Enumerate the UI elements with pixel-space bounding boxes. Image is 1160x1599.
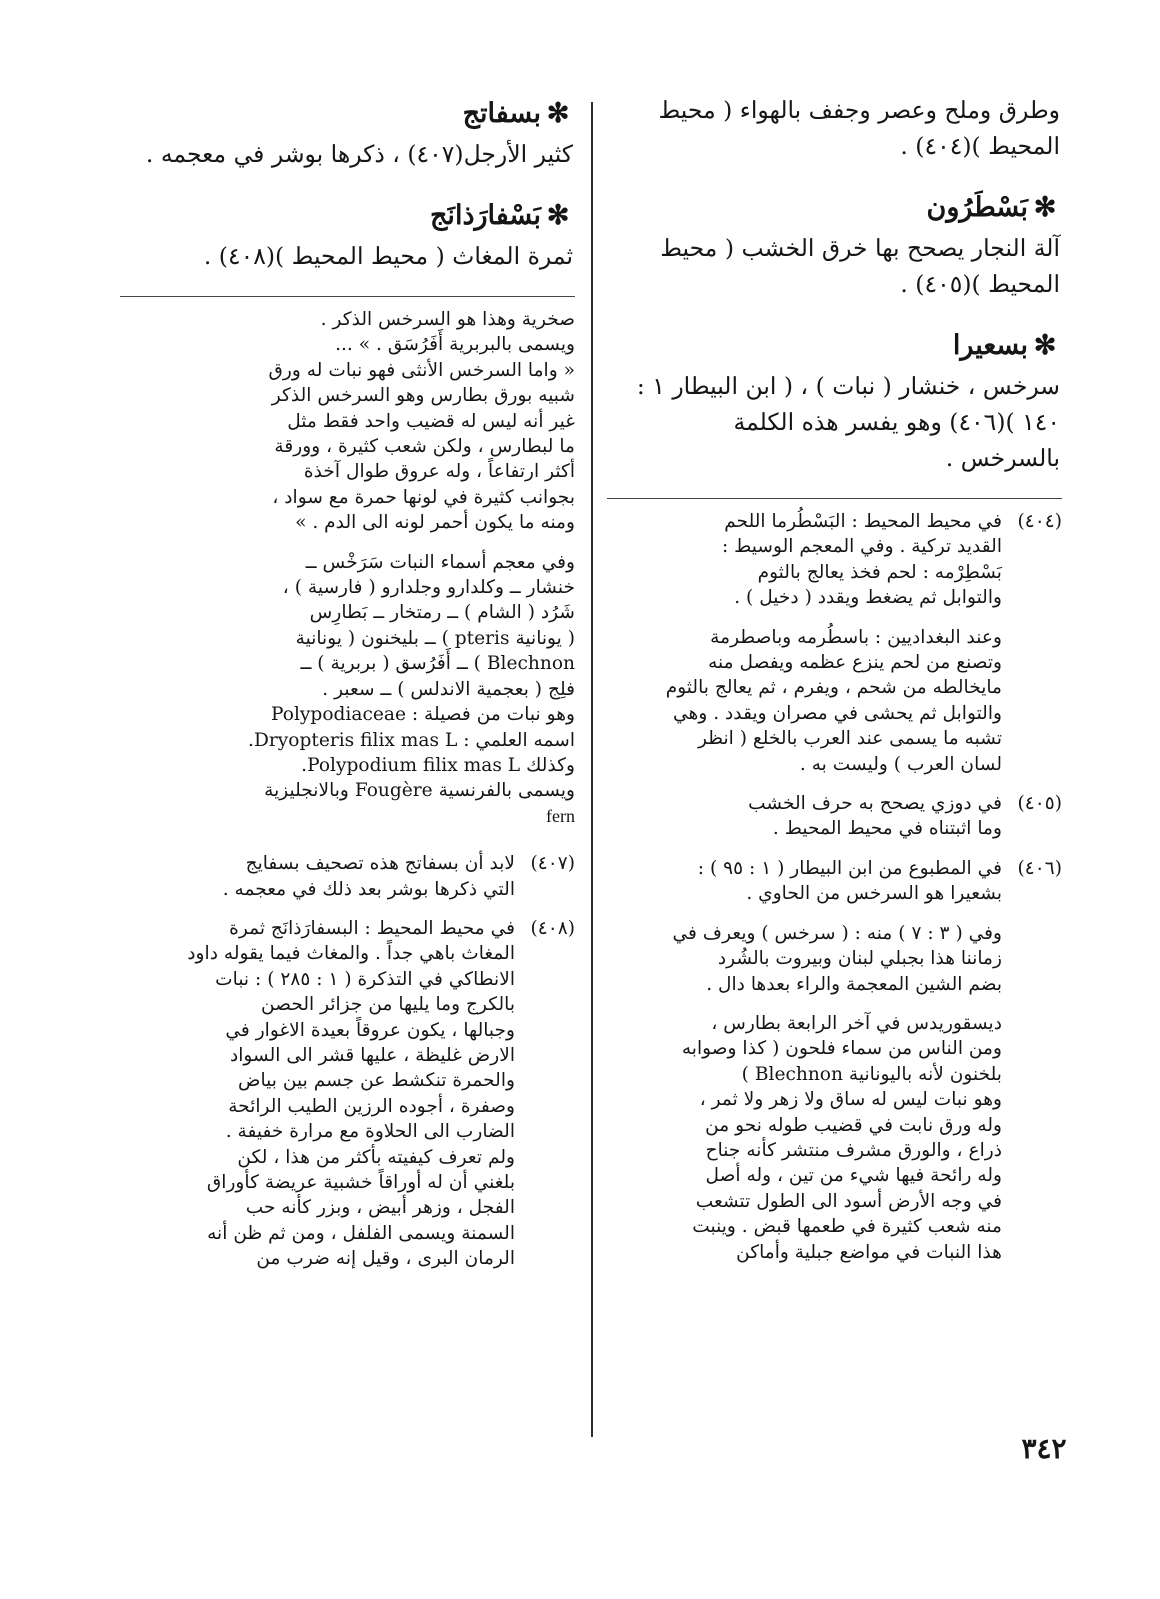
note-line: Blechnon ) ــ أَفَرُسق ( بربرية ) ــ (300, 653, 575, 675)
note-line: وكذلك Polypodium filix mas L. (301, 754, 575, 776)
entry-definition (607, 368, 1062, 476)
entry-definition (607, 92, 1062, 164)
note-line: fern (546, 805, 575, 826)
entry-headword: ✻بَسْطَرُون (607, 186, 1062, 230)
note-line: وفي ( ٣ : ٧ ) منه : ( سرخس ) ويعرف في (672, 922, 1002, 944)
note-line: والتوابل ثم يضغط ويقدد ( دخيل ) . (734, 587, 1002, 609)
left-column (120, 92, 575, 1286)
note-line: بلخنون لأنه باليونانية Blechnon ) (741, 1063, 1002, 1085)
note-line: وجبالها ، يكون عروقاً بعيدة الاغوار في (225, 1019, 515, 1041)
def-line: ١٤٠ )(٤٠٦) وهو يفسر هذه الكلمة (733, 408, 1060, 436)
note-line: فلِج ( بعجمية الاندلس ) ــ سعبر . (322, 678, 575, 700)
note-line: « واما السرخس الأنثى فهو نبات له ورق (268, 359, 575, 381)
note-line: ما لبطارس ، ولكن شعب كثيرة ، وورقة (274, 436, 575, 458)
note-line: القديد تركية . وفي المعجم الوسيط : (721, 536, 1002, 558)
note-line: الانطاكي في التذكرة ( ١ : ٢٨٥ ) : نبات (215, 968, 515, 990)
note-line: منه شعب كثيرة في طعمها قبض . وينبت (692, 1216, 1002, 1238)
note-line: خنشار ــ وكلدارو وجلدارو ( فارسية ) ، (282, 577, 575, 599)
entry-bastarun (607, 186, 1062, 302)
asterisk-icon: ✻ (546, 200, 570, 231)
entry-definition (607, 230, 1062, 302)
note-line: لابد أن بسفاتج هذه تصحيف بسفايج (245, 853, 515, 875)
note-line: في محيط المحيط : البسفارَذانَج ثمرة (229, 917, 515, 939)
note-line: ومنه ما يكون أحمر لونه الى الدم . » (295, 512, 575, 534)
def-line: المحيط )(٤٠٥) . (900, 270, 1060, 298)
footnote (120, 851, 575, 902)
note-line: زماننا هذا بجبلي لبنان وبيروت بالشُرد (717, 948, 1002, 970)
note-line: هذا النبات في مواضع جبلية وأماكن (736, 1241, 1002, 1263)
right-column (607, 92, 1062, 1279)
note-line: الارض غليظة ، عليها قشر الى السواد (229, 1044, 515, 1066)
note-line: وله ورق نابت في قضيب طوله نحو من (705, 1114, 1002, 1136)
note-line: وهو نبات ليس له ساق ولا زهر ولا ثمر ، (699, 1089, 1002, 1111)
note-line: بَسْطِرْمه : لحم فخذ يعالج بالثوم (757, 561, 1002, 583)
footnote-rule (120, 296, 575, 297)
note-line: غير أنه ليس له قضيب واحد فقط مثل (287, 410, 575, 432)
footnote (607, 791, 1062, 842)
note-line: بجوانب كثيرة في لونها حمرة مع سواد ، (272, 486, 575, 508)
note-line: بشعيرا هو السرخس من الحاوي . (746, 883, 1002, 905)
def-line: آلة النجار يصحح بها خرق الخشب ( محيط (660, 234, 1060, 262)
footnote-continuation (607, 625, 1062, 777)
note-line: وله رائحة فيها شيء من تين ، وله أصل (705, 1165, 1002, 1187)
note-line: السمنة ويسمى الفلفل ، ومن ثم ظن أنه (207, 1222, 515, 1244)
footnote (607, 509, 1062, 611)
note-line: وهو نبات من فصيلة : Polypodiaceae (271, 704, 575, 726)
def-line: بالسرخس . (945, 444, 1060, 472)
note-line: في المطبوع من ابن البيطار ( ١ : ٩٥ ) : (697, 857, 1002, 879)
asterisk-icon: ✻ (1033, 330, 1057, 361)
note-line: الفجل ، وزهر أبيض ، وبزر كأنه حب (245, 1197, 515, 1219)
note-line: ويسمى بالبربرية أَفَرُسَق . » ... (335, 334, 575, 356)
note-line: وفي معجم أسماء النبات سَرَخْس ــ (305, 551, 575, 573)
page-number: ٣٤٢ (1021, 1432, 1067, 1465)
note-line: بضم الشين المعجمة والراء بعدها دال . (706, 973, 1002, 995)
note-line: وعند البغداديين : باسطُرمه وباصطرمة (710, 626, 1002, 648)
def-line: كثير الأرجل(٤٠٧) ، ذكرها بوشر في معجمه . (145, 140, 573, 168)
footnote (607, 856, 1062, 907)
note-line: في محيط المحيط : البَسْطُرما اللحم (724, 511, 1002, 532)
note-line: بلغني أن له أوراقاً خشبية عريضة كأوراق (206, 1172, 515, 1193)
note-line: ومن الناس من سماء فلحون ( كذا وصوابه (681, 1038, 1002, 1060)
note-line: لسان العرب ) وليست به . (799, 753, 1002, 775)
entry-basiira (607, 324, 1062, 476)
asterisk-icon: ✻ (1033, 192, 1057, 223)
entry-definition (120, 136, 575, 172)
note-line: المغاث باهي جداً . والمغاث فيما يقوله داود (187, 943, 515, 965)
footnote-number: (٤٠٧) (530, 853, 575, 875)
def-line: ثمرة المغاث ( محيط المحيط )(٤٠٨) . (203, 242, 573, 270)
note-line: وتصنع من لحم ينزع عظمه ويفصل منه (708, 652, 1002, 674)
def-line: سرخس ، خنشار ( نبات ) ، ( ابن البيطار ١ : (636, 372, 1060, 400)
entry-headword: ✻بَسْفارَذانَج (120, 194, 575, 238)
note-line: ذراع ، والورق مشرف منتشر كأنه جناح (705, 1139, 1002, 1161)
def-line: وطرق وملح وعصر وجفف بالهواء ( محيط (658, 96, 1060, 124)
entry-continuation (607, 92, 1062, 164)
def-line: المحيط )(٤٠٤) . (900, 132, 1060, 160)
footnote-continuation (607, 921, 1062, 997)
note-line: مايخالطه من شحم ، ويفرم ، ثم يعالج بالثوم (665, 677, 1002, 699)
entry-headword: ✻بسعيرا (607, 324, 1062, 368)
footnote-number: (٤٠٦) (1017, 857, 1062, 879)
entry-headword: ✻بسفاتج (120, 92, 575, 136)
note-line: تشبه ما يسمى عند العرب بالخلع ( انظر (697, 728, 1002, 750)
note-line: التي ذكرها بوشر بعد ذلك في معجمه . (222, 878, 515, 900)
column-divider (591, 102, 593, 1437)
note-line: اسمه العلمي : Dryopteris filix mas L. (248, 729, 575, 751)
asterisk-icon: ✻ (546, 98, 570, 129)
note-line: وما اثبتناه في محيط المحيط . (772, 818, 1002, 840)
note-line: بالكرج وما يليها من جزائر الحصن (261, 994, 515, 1016)
note-line: ولم تعرف كيفيته بأكثر من هذا ، لكن (237, 1146, 515, 1168)
footnote (120, 916, 575, 1272)
note-line: في وجه الأرض أسود الى الطول تتشعب (695, 1190, 1002, 1212)
note-line: ويسمى بالفرنسية Fougère وبالانجليزية (264, 780, 575, 802)
note-line: والتوابل ثم يحشى في مصران ويقدد . وهي (673, 702, 1002, 724)
footnote-number: (٤٠٨) (530, 917, 575, 939)
footnote-continuation (120, 307, 575, 536)
note-line: الضارب الى الحلاوة مع مرارة خفيفة . (225, 1121, 515, 1143)
note-line: صخرية وهذا هو السرخس الذكر . (320, 309, 575, 330)
note-line: ديسقوريدس في آخر الرابعة بطارس ، (711, 1012, 1002, 1034)
note-line: شبيه بورق بطارس وهو السرخس الذكر (271, 385, 575, 407)
entry-basfatij (120, 92, 575, 172)
footnote-number: (٤٠٤) (1017, 511, 1062, 532)
footnote-continuation (120, 550, 575, 829)
note-line: في دوزي يصحح به حرف الخشب (748, 793, 1002, 815)
entry-basfarathanaj (120, 194, 575, 274)
footnote-rule (607, 498, 1062, 499)
note-line: وصفرة ، أجوده الرزين الطيب الرائحة (228, 1095, 515, 1117)
footnote-continuation (607, 1011, 1062, 1265)
footnote-number: (٤٠٥) (1017, 793, 1062, 815)
note-line: ( يونانية pteris ) ــ بليخنون ( يونانية (295, 627, 575, 649)
entry-definition (120, 238, 575, 274)
note-line: والحمرة تنكشط عن جسم بين بياض (238, 1070, 515, 1092)
note-line: أكثر ارتفاعاً ، وله عروق طوال آخذة (303, 461, 575, 483)
note-line: شَرُد ( الشام ) ــ رمتخار ــ بَطارِس (309, 602, 575, 624)
note-line: الرمان البرى ، وقيل إنه ضرب من (256, 1248, 515, 1270)
